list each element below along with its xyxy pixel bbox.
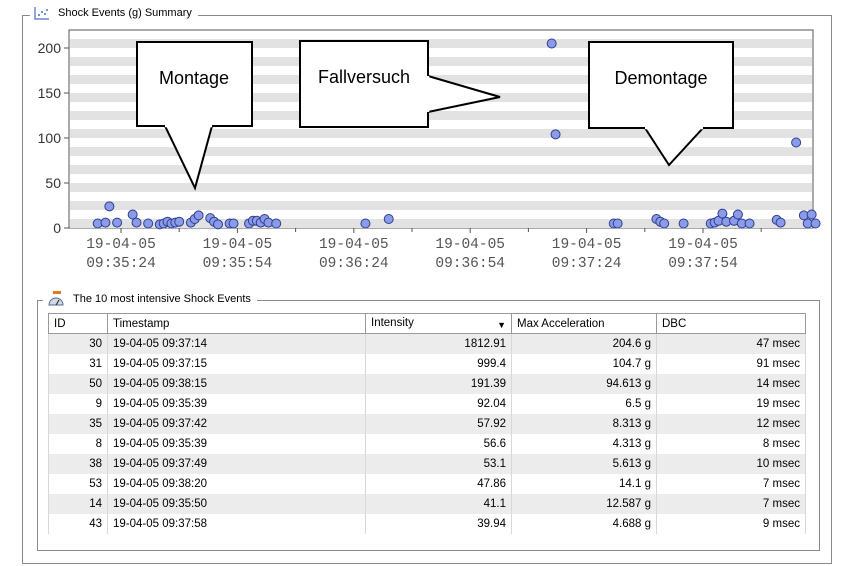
x-tick-label: 09:36:24 — [318, 256, 389, 272]
table-header-row — [49, 314, 806, 334]
cell-dbc: 14 msec — [657, 374, 806, 394]
cell-max-acceleration: 4.313 g — [512, 434, 657, 454]
cell-intensity: 53.1 — [366, 454, 512, 474]
data-point — [144, 219, 153, 228]
callout-label: Fallversuch — [317, 67, 411, 87]
cell-id: 30 — [49, 334, 108, 355]
data-point — [272, 219, 281, 228]
callout-label: Demontage — [614, 68, 708, 88]
cell-dbc: 10 msec — [657, 454, 806, 474]
events-panel-header — [43, 291, 257, 307]
cell-intensity: 56.6 — [366, 434, 512, 454]
table-row[interactable] — [49, 434, 806, 454]
cell-timestamp: 19-04-05 09:38:20 — [108, 474, 366, 494]
cell-id: 50 — [49, 374, 108, 394]
data-point — [132, 218, 141, 227]
column-header-intensity[interactable] — [366, 314, 512, 334]
data-point — [776, 218, 785, 227]
table-row[interactable] — [49, 474, 806, 494]
x-tick-label: 09:35:54 — [202, 256, 273, 272]
data-point — [792, 138, 801, 147]
data-point — [194, 211, 203, 220]
cell-dbc: 19 msec — [657, 394, 806, 414]
cell-max-acceleration: 8.313 g — [512, 414, 657, 434]
cell-id: 38 — [49, 454, 108, 474]
cell-id: 9 — [49, 394, 108, 414]
cell-dbc: 8 msec — [657, 434, 806, 454]
events-table — [48, 313, 806, 534]
plot-band — [70, 165, 812, 174]
cell-max-acceleration: 14.1 g — [512, 474, 657, 494]
column-header-max-acceleration[interactable]: Max Acceleration — [512, 314, 657, 334]
y-tick-label: 0 — [53, 220, 61, 236]
y-axis — [38, 40, 69, 236]
data-point — [175, 217, 184, 226]
x-tick-label: 09:37:54 — [668, 256, 738, 272]
events-panel-title: The 10 most intensive Shock Events — [73, 293, 251, 305]
data-point — [361, 219, 370, 228]
plot-band — [70, 201, 812, 210]
chart-panel-title: Shock Events (g) Summary — [58, 7, 192, 19]
column-header-id[interactable]: ID — [49, 314, 108, 334]
data-point — [214, 220, 223, 229]
cell-dbc: 91 msec — [657, 354, 806, 374]
data-point — [547, 39, 556, 48]
y-tick-label: 150 — [37, 85, 61, 101]
cell-intensity: 57.92 — [366, 414, 512, 434]
cell-max-acceleration: 5.613 g — [512, 454, 657, 474]
table-row[interactable] — [49, 454, 806, 474]
table-row[interactable] — [49, 374, 806, 394]
data-point — [384, 215, 393, 224]
cell-max-acceleration: 4.688 g — [512, 514, 657, 534]
cell-timestamp: 19-04-05 09:37:15 — [108, 354, 366, 374]
cell-timestamp: 19-04-05 09:35:39 — [108, 394, 366, 414]
data-point — [229, 219, 238, 228]
cell-id: 14 — [49, 494, 108, 514]
cell-dbc: 9 msec — [657, 514, 806, 534]
cell-max-acceleration: 12.587 g — [512, 494, 657, 514]
cell-id: 8 — [49, 434, 108, 454]
table-row[interactable] — [49, 514, 806, 534]
cell-max-acceleration: 204.6 g — [512, 334, 657, 355]
cell-dbc: 12 msec — [657, 414, 806, 434]
cell-timestamp: 19-04-05 09:37:14 — [108, 334, 366, 355]
data-point — [811, 219, 820, 228]
cell-id: 53 — [49, 474, 108, 494]
cell-max-acceleration: 6.5 g — [512, 394, 657, 414]
x-tick-label: 09:35:24 — [86, 256, 156, 272]
x-tick-label: 19-04-05 — [318, 237, 389, 253]
y-tick-label: 50 — [45, 175, 61, 191]
data-point — [660, 219, 669, 228]
cell-id: 35 — [49, 414, 108, 434]
x-tick-label: 09:37:24 — [551, 256, 622, 272]
data-point — [718, 209, 727, 218]
column-header-timestamp[interactable]: Timestamp — [108, 314, 366, 334]
cell-dbc: 7 msec — [657, 494, 806, 514]
cell-intensity: 191.39 — [366, 374, 512, 394]
cell-id: 43 — [49, 514, 108, 534]
y-tick-label: 200 — [37, 40, 61, 56]
cell-timestamp: 19-04-05 09:37:42 — [108, 414, 366, 434]
data-point — [101, 218, 110, 227]
table-row[interactable] — [49, 354, 806, 374]
plot-band — [70, 183, 812, 192]
cell-dbc: 7 msec — [657, 474, 806, 494]
x-tick-label: 19-04-05 — [551, 237, 622, 253]
cell-timestamp: 19-04-05 09:35:39 — [108, 434, 366, 454]
cell-max-acceleration: 104.7 g — [512, 354, 657, 374]
cell-timestamp: 19-04-05 09:38:15 — [108, 374, 366, 394]
table-row[interactable] — [49, 494, 806, 514]
column-header-intensity-label: Intensity — [371, 317, 414, 329]
x-tick-label: 19-04-05 — [202, 237, 273, 253]
data-point — [733, 210, 742, 219]
gauge-icon — [47, 291, 65, 307]
cell-timestamp: 19-04-05 09:37:49 — [108, 454, 366, 474]
cell-timestamp: 19-04-05 09:35:50 — [108, 494, 366, 514]
table-row[interactable] — [49, 394, 806, 414]
cell-intensity: 41.1 — [366, 494, 512, 514]
x-tick-label: 19-04-05 — [86, 237, 156, 253]
x-tick-label: 19-04-05 — [435, 237, 506, 253]
table-body — [49, 334, 806, 535]
x-axis — [86, 228, 761, 272]
data-point — [551, 130, 560, 139]
data-point — [679, 219, 688, 228]
table-row[interactable] — [49, 414, 806, 434]
x-tick-label: 09:36:54 — [435, 256, 506, 272]
data-point — [113, 218, 122, 227]
cell-id: 31 — [49, 354, 108, 374]
callout-label: Montage — [158, 68, 230, 88]
cell-max-acceleration: 94.613 g — [512, 374, 657, 394]
cell-timestamp: 19-04-05 09:37:58 — [108, 514, 366, 534]
sort-descending-icon[interactable]: ▼ — [497, 320, 506, 330]
cell-intensity: 92.04 — [366, 394, 512, 414]
cell-intensity: 999.4 — [366, 354, 512, 374]
table-row[interactable] — [49, 334, 806, 355]
cell-intensity: 1812.91 — [366, 334, 512, 355]
events-table-container — [48, 313, 805, 534]
data-point — [105, 202, 114, 211]
data-point — [807, 210, 816, 219]
x-tick-label: 19-04-05 — [668, 237, 738, 253]
cell-dbc: 47 msec — [657, 334, 806, 355]
data-point — [745, 219, 754, 228]
cell-intensity: 47.86 — [366, 474, 512, 494]
data-point — [613, 219, 622, 228]
column-header-dbc[interactable]: DBC — [657, 314, 806, 334]
cell-intensity: 39.94 — [366, 514, 512, 534]
data-point — [128, 210, 137, 219]
y-tick-label: 100 — [37, 130, 61, 146]
